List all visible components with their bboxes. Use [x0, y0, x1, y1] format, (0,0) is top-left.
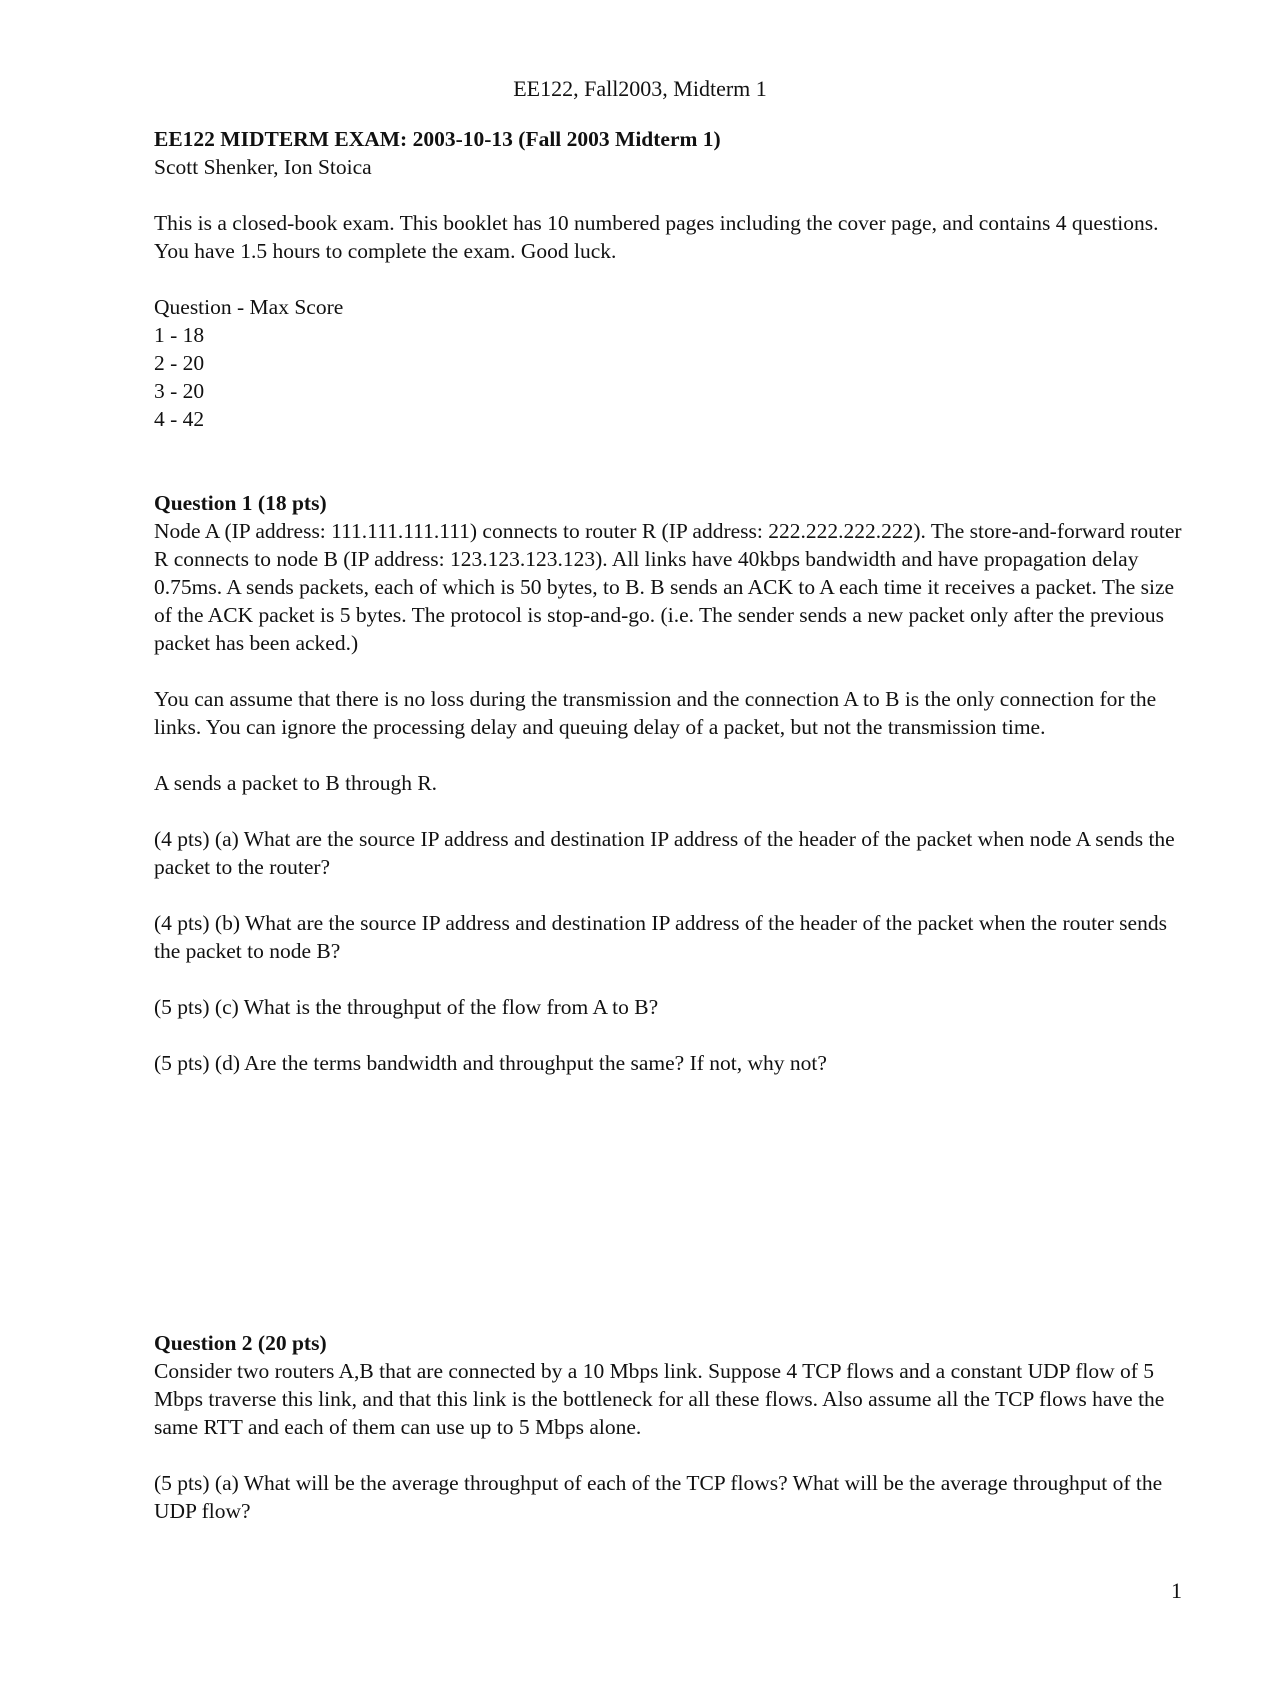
running-header: EE122, Fall2003, Midterm 1 [513, 76, 767, 101]
page-number: 1 [1171, 1578, 1182, 1603]
score-table-row: 1 - 18 [154, 323, 205, 347]
exam-instructions: This is a closed-book exam. This booklet has 10 numbered pages including the cover page, and contains 4 questions. You have 1.5 hours to complete the exam. Good luck. [154, 211, 1159, 263]
question-2-title: Question 2 (20 pts) [154, 1331, 327, 1355]
score-table [154, 293, 1184, 433]
score-table-header: Question - Max Score [154, 295, 344, 319]
question-1-body: Node A (IP address: 111.111.111.111) connects to router R (IP address: 222.222.222.222). The store-and-forward router R connects to node B (IP address: 123.123.123.123). All links have 40kbps bandwidth and have propagation delay 0.75ms. A sends packets, each of which is 50 bytes, to B. B sends an ACK to A each time it receives a packet. The size of the ACK packet is 5 bytes. The protocol is stop-and-go. (i.e. The sender sends a new packet only after the previous packet has been acked.) [154, 519, 1182, 655]
exam-title: EE122 MIDTERM EXAM: 2003-10-13 (Fall 2003 Midterm 1) [154, 127, 721, 151]
question-1 [154, 489, 1184, 1077]
question-1-title: Question 1 (18 pts) [154, 491, 327, 515]
question-1-part-c: (5 pts) (c) What is the throughput of the flow from A to B? [154, 995, 659, 1019]
exam-content [154, 125, 1184, 1525]
score-table-row: 2 - 20 [154, 351, 205, 375]
score-table-row: 4 - 42 [154, 407, 205, 431]
exam-authors: Scott Shenker, Ion Stoica [154, 155, 372, 179]
question-1-part-b: (4 pts) (b) What are the source IP address and destination IP address of the header of the packet when the router sends the packet to node B? [154, 911, 1167, 963]
question-2-part-a: (5 pts) (a) What will be the average throughput of each of the TCP flows? What will be the average throughput of the UDP flow? [154, 1471, 1163, 1523]
score-table-row: 3 - 20 [154, 379, 205, 403]
question-2-body: Consider two routers A,B that are connected by a 10 Mbps link. Suppose 4 TCP flows and a constant UDP flow of 5 Mbps traverse this link, and that this link is the bottleneck for all these flows. Also assume all the TCP flows have the same RTT and each of them can use up to 5 Mbps alone. [154, 1359, 1165, 1439]
question-1-scenario: A sends a packet to B through R. [154, 771, 438, 795]
question-1-part-d: (5 pts) (d) Are the terms bandwidth and throughput the same? If not, why not? [154, 1051, 827, 1075]
question-2 [154, 1329, 1184, 1525]
question-1-assumption: You can assume that there is no loss during the transmission and the connection A to B is the only connection for the links. You can ignore the processing delay and queuing delay of a packet, but not the transmission time. [154, 687, 1157, 739]
question-1-part-a: (4 pts) (a) What are the source IP address and destination IP address of the header of the packet when node A sends the packet to the router? [154, 827, 1175, 879]
